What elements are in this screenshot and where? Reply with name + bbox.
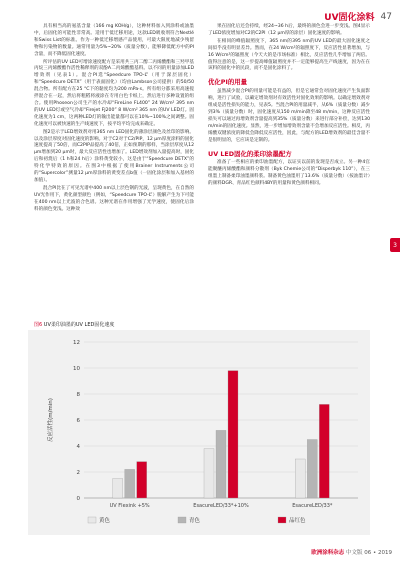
bar	[307, 440, 317, 499]
bar	[113, 479, 123, 499]
y-tick-label: 8	[76, 391, 80, 398]
section-heading: 优化PI的用量	[208, 78, 248, 87]
issue: 06 • 2019	[364, 550, 392, 556]
y-tick-label: 10	[73, 365, 80, 372]
chapter-tab: 3	[390, 238, 400, 252]
x-tick-label: UV Flexink +5%	[109, 503, 150, 509]
bar-chart	[28, 330, 370, 535]
y-tick-label: 6	[76, 417, 80, 424]
page-footer	[311, 548, 392, 556]
left-column	[34, 24, 194, 214]
y-tick-label: 4	[76, 443, 80, 450]
figure-number: 图6	[34, 322, 43, 328]
y-tick-label: 2	[76, 469, 80, 476]
legend-swatch	[178, 517, 186, 523]
legend-label: 黄色	[99, 518, 111, 524]
x-labels	[110, 503, 333, 509]
edition: 中文版	[345, 550, 363, 556]
section-title: UV固化涂料	[324, 13, 375, 23]
y-tick-label: 0	[76, 495, 80, 502]
legend-label: 品红色	[289, 518, 306, 524]
x-tick-label: EsacureLED/33*	[292, 503, 333, 509]
page-header	[324, 10, 392, 23]
y-tick-label: 12	[73, 339, 80, 346]
bar	[216, 430, 226, 498]
bar	[295, 459, 305, 498]
bar	[319, 404, 329, 498]
y-axis-label: 反应活性(m/min)	[48, 398, 54, 442]
paragraph: 虽然减少混合PI的用量可能是有益的，但是它通常会对固化速度产生负面影响，进行了试验，以确定增效剂对有效活性对固化效果的影响。以确定增效剂对组成是活性损失的能力，见表5。当混合PI的用量减半，从6%（质量分数）减少到3%（质量分数）时，固化速度从150 m/min降至48 m/min，这种反应活性损失可以通过再增效剂含量提高到35%（质量分数）来进行部分补偿，达到130 m/min的固化速度。显然，进一步增加增效剂含量不会增加反应活性。相反，丙烯酸双键浓度的降低会降低反应活性，因此，与配方的LED增效剂的最佳含量不是很明显的，它应该是定制的。	[208, 89, 370, 143]
paragraph: 在相同的峰值辐照度下，365 nm的395 nm的UV LED的最大固化速度之间似乎没有明显差异。然而，在24 W/cm²的辐照度下，反应活性显著增加，与16 W/cm²的辐照度（今天大的是市场标准）相比，反应活性几乎增加了两倍。值得注意的是，这一步提高峰值辐照度并不一定能够提高生产线速度，因为在在该料的固化中的民段，而不是固化涂料了。	[208, 38, 370, 72]
paragraph: 所评估的UV LED可增涂速度配方是采用共三丙二醇二丙烯酸酯和三羟甲基丙烷三丙烯酸酯作活性稀释剂的双酚A二丙烯酸酯基料。以不同的用量添加LED增效剂（见表1）。混合PI选“Speedcure TPO-L”（用于深层固化）和“Speedcure DETX”（用于表面固化）（均由Lambson公司提供）的50/50混合物。所有配方在25 °C下的黏度均为200 mPa·s。所有组分都采用高速搅拌混合在一起，然后将粗稻将液涂在专用白色卡纸上，然后进行多种设置的组合。使用Phoseon公司生产的水冷却“FireLine FL400” 24 W/cm² 395 nm 的UV LED灯或空气冷却“Firejet FJ200” 8 W/cm² 365 nm 的UV LED灯。固化速度为1 cm，这两种LED灯的输出能量都可以在10%~100%之间调整。固化速度可以被快速的生产线速度下，按平均平均完成来确定。	[34, 59, 194, 127]
paragraph: 准备了一些相应的柔印油墨配方，以证实以前的发现是否成立。另一种4官能聚醚丙烯酸酯和颜料分散剂（Byk Chemie公司的“Disperbyk 110”），在三组墨上制备柔印油墨颜料浆。制备黄色油墨用了13.6%（质量分数）（按油墨计）的颜料DGR、青品红色颜料4BY的用量和黄色颜料相同。	[208, 160, 370, 187]
x-tick-label: EsacureLED/33*+10%	[193, 503, 249, 509]
paragraph: 混合PI比在了可见光谱中400 nm以上层色钢的光波，呈现黄色，在自然的UV光作用下，黄化颜型颜色（例如，“Speedcure TPO-L”）脱解产生为下可能在400 nm以上光波的合色谱。这种光谱在作用增强了光学速度，使固化后涂料的颜色变浅。这种效	[34, 185, 194, 212]
paragraph: 图2是示于LED增效剂对用365 nm LED固化的薄涂层颜色及丝印的影响。以及涂层厚度对固化速度的影响。对于C2对于C2/PIP，12 μm厚度涂料的固化速度提高了50倍，而C2PIP品提高了40倍，正如预期的那样，当涂层厚度从12 μm增加到20 μm时，最大反应活性也增加了。LED增效剂加入量提高时，固化后和初烧后（1 h和24 h后）涂料黄变较小，这是由于“Speedcure DETX”的特化学特效的原因。在图3中根据了使用Brainer Instruments公司的“Supercolor”测量12 μm厚涂料的黄变差点b值（一固化涂层和加入基材的加值）。	[34, 129, 194, 183]
magazine-name: 欧洲涂料杂志	[311, 550, 345, 556]
section-heading: UV LED固化的柔印涂墨配方	[208, 149, 292, 158]
figure-caption	[34, 321, 114, 328]
legend-label: 青色	[189, 518, 201, 524]
page-number: 47	[380, 11, 392, 22]
bar	[125, 469, 135, 498]
legend-swatch	[88, 517, 96, 523]
bar	[204, 449, 214, 498]
right-column	[208, 24, 370, 189]
bar	[228, 371, 238, 498]
bar	[137, 462, 147, 498]
legend-swatch	[278, 517, 286, 523]
figure-caption-text: UV柔印油墨的UV LED固化速度	[43, 322, 115, 328]
paragraph: 具有相当高的氨基含量（166 mg KOH/g），这种材料加入到涂料或油墨中，后固化的可能性非常高。适用于低迁移用途，这款LED吸收剂符合Nestlé和Swiss List的标准。作为一种低迁移增感产品使用，可最大限度地减少残留物和污染物的数量。通常用量为5%~20%（质量分数），能够降低配方中的PI含量，而不降低固化速度。	[34, 24, 194, 57]
paragraph: 果在固化后还会持续，经24~36 h后，最终的颜色会进一步变浅。图4显示了LED浓度增加对C2的C2PI（12 μm厚的涂层）固化速度的影响。	[208, 24, 370, 36]
